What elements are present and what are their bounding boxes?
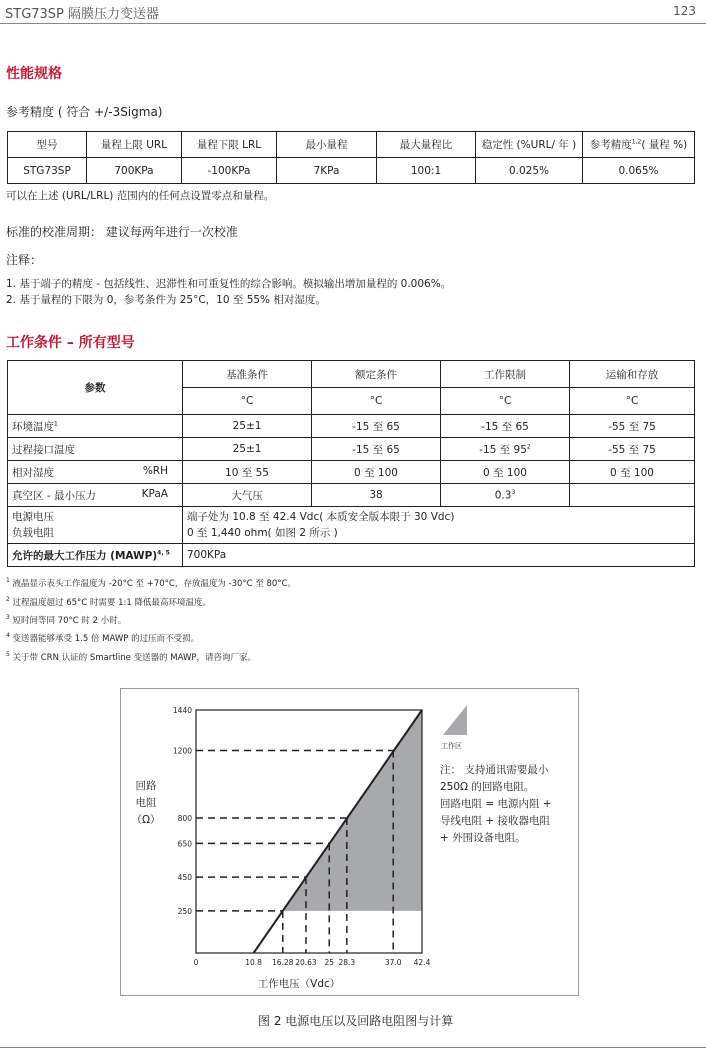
conditions-table xyxy=(7,360,695,567)
cell: 大气压 xyxy=(183,484,312,507)
row-label-process: 过程接口温度 xyxy=(8,438,183,461)
note-2: 2. 基于量程的下限为 0，参考条件为 25°C，10 至 55% 相对湿度。 xyxy=(6,294,326,306)
vacuum-operative-value: 0.3 xyxy=(494,489,512,502)
table-row xyxy=(8,507,695,544)
th-model: 型号 xyxy=(8,132,87,158)
x-tick-label-6: 37.0 xyxy=(384,958,402,967)
th-accuracy xyxy=(583,132,695,158)
cell: 25±1 xyxy=(183,415,312,438)
y-axis-title-line-1: 电阻 xyxy=(135,797,157,809)
header-divider xyxy=(0,23,706,24)
conditions-section-title: 工作条件 – 所有型号 xyxy=(6,335,135,351)
load-value: 0 至 1,440 ohm( 如图 2 所示 ) xyxy=(187,527,338,539)
figure-note-line: + 外围设备电阻。 xyxy=(440,832,526,844)
figure-note-line: 回路电阻 = 电源内阻 + xyxy=(440,798,552,810)
mawp-sup: 4, 5 xyxy=(157,549,170,556)
x-axis-title: 工作电压（Vdc） xyxy=(257,978,341,990)
footnote-1 xyxy=(6,577,296,589)
cell: 38 xyxy=(312,484,441,507)
legend-label: 工作区 xyxy=(441,742,462,750)
y-axis-title-line-0: 回路 xyxy=(135,780,157,792)
cell-model: STG73SP xyxy=(8,158,87,184)
range-note: 可以在上述 (URL/LRL) 范围内的任何点设置零点和量程。 xyxy=(6,190,275,202)
mawp-label: 允许的最大工作压力 (MAWP) xyxy=(12,549,158,562)
figure-note-line: 250Ω 的回路电阻。 xyxy=(440,781,535,793)
calibration-period: 标准的校准周期： 建议每两年进行一次校准 xyxy=(6,225,238,239)
cell: -15 至 65 xyxy=(312,415,441,438)
notes-label: 注释： xyxy=(6,253,43,267)
cell xyxy=(570,484,695,507)
footer-divider xyxy=(0,1047,706,1048)
spec-section-title: 性能规格 xyxy=(6,66,62,82)
th-reference: 基准条件 xyxy=(183,361,312,388)
unit-cell: °C xyxy=(183,388,312,415)
vacuum-unit: KPaA xyxy=(141,487,168,500)
th-operative: 工作限制 xyxy=(441,361,570,388)
cell: 10 至 55 xyxy=(183,461,312,484)
power-value-cell xyxy=(183,507,695,544)
process-operative-sup: 2 xyxy=(526,443,531,450)
figure-caption: 图 2 电源电压以及回路电阻图与计算 xyxy=(258,1014,454,1028)
footnote-3 xyxy=(6,614,126,626)
th-rated: 额定条件 xyxy=(312,361,441,388)
accuracy-heading: 参考精度 ( 符合 +/-3Sigma) xyxy=(6,105,163,119)
accuracy-table xyxy=(7,131,695,184)
cell-turndown: 100:1 xyxy=(377,158,476,184)
y-tick-label-2: 650 xyxy=(177,839,192,849)
row-label-power xyxy=(8,507,183,544)
unit-cell: °C xyxy=(312,388,441,415)
figure-note-line: 导线电阻 + 接收器电阻 xyxy=(440,815,550,827)
process-operative-value: -15 至 95 xyxy=(479,443,527,456)
row-label-ambient xyxy=(8,415,183,438)
th-turndown: 最大量程比 xyxy=(377,132,476,158)
x-tick-label-7: 42.4 xyxy=(413,958,431,967)
power-value: 端子处为 10.8 至 42.4 Vdc( 本质安全版本限于 30 Vdc) xyxy=(187,511,455,523)
cell: -15 至 65 xyxy=(312,438,441,461)
note-1: 1. 基于端子的精度 - 包括线性、迟滞性和可重复性的综合影响。模拟输出增加量程的 0.006%。 xyxy=(6,278,452,290)
mawp-value: 700KPa xyxy=(183,544,695,567)
cell: 25±1 xyxy=(183,438,312,461)
fn-text: 液晶显示表头工作温度为 -20°C 至 +70°C，存放温度为 -30°C 至 80°C。 xyxy=(12,579,297,589)
y-axis-title-line-2: （Ω） xyxy=(131,814,161,826)
x-tick-label-5: 28.3 xyxy=(338,958,356,967)
cell-stability: 0.025% xyxy=(476,158,583,184)
fn-text: 过程温度超过 65°C 时需要 1:1 降低最高环境温度。 xyxy=(12,598,212,608)
row-label-vacuum xyxy=(8,484,183,507)
fn-num: 5 xyxy=(6,651,10,659)
cell: -55 至 75 xyxy=(570,415,695,438)
cell-url: 700KPa xyxy=(87,158,182,184)
fn-num: 4 xyxy=(6,632,10,640)
chart-layer xyxy=(131,706,430,990)
unit-cell: °C xyxy=(570,388,695,415)
cell-accuracy: 0.065% xyxy=(583,158,695,184)
cell xyxy=(441,438,570,461)
cell: -15 至 65 xyxy=(441,415,570,438)
table-row xyxy=(8,415,695,438)
power-label: 电源电压 xyxy=(12,511,54,523)
document-header-title: STG73SP 隔膜压力变送器 xyxy=(5,7,160,22)
th-url: 量程上限 URL xyxy=(87,132,182,158)
y-tick-label-1: 450 xyxy=(177,873,192,883)
th-transport: 运输和存放 xyxy=(570,361,695,388)
footnote-4 xyxy=(6,632,199,644)
y-tick-label-3: 800 xyxy=(177,814,192,823)
x-tick-label-3: 20.63 xyxy=(295,958,317,967)
cell: -55 至 75 xyxy=(570,438,695,461)
table-row xyxy=(8,484,695,507)
x-tick-label-4: 25 xyxy=(324,958,335,967)
cell-min-span: 7KPa xyxy=(277,158,377,184)
cell: 0 至 100 xyxy=(312,461,441,484)
cell-lrl: -100KPa xyxy=(182,158,277,184)
param-header: 参数 xyxy=(8,361,183,415)
th-accuracy-unit: ( 量程 %) xyxy=(641,139,688,151)
fn-text: 关于带 CRN 认证的 Smartline 变送器的 MAWP，请咨询厂家。 xyxy=(12,653,257,663)
fn-num: 1 xyxy=(6,577,10,585)
cell: 0 至 100 xyxy=(570,461,695,484)
table-row xyxy=(8,461,695,484)
vacuum-operative-sup: 3 xyxy=(511,488,516,496)
figure-note xyxy=(440,762,552,847)
page-number: 123 xyxy=(673,4,696,18)
th-lrl: 量程下限 LRL xyxy=(182,132,277,158)
y-tick-label-4: 1200 xyxy=(172,746,192,756)
table-row xyxy=(8,544,695,567)
row-label-humidity xyxy=(8,461,183,484)
row-label-mawp xyxy=(8,544,183,567)
operating-area-swatch xyxy=(441,703,469,737)
fn-text: 变送器能够承受 1.5 倍 MAWP 的过压而不受损。 xyxy=(12,634,200,644)
load-label: 负载电阻 xyxy=(12,527,54,539)
figure-note-line: 注： 支持通讯需要最小 xyxy=(440,764,549,776)
fn-num: 2 xyxy=(6,596,10,604)
humidity-unit: %RH xyxy=(142,464,168,477)
th-accuracy-sup: 1,2 xyxy=(631,138,642,146)
humidity-label: 相对湿度 xyxy=(12,466,54,479)
unit-cell: °C xyxy=(441,388,570,415)
fn-text: 短时间等同 70°C 时 2 小时。 xyxy=(12,616,127,626)
legend xyxy=(441,703,469,751)
ambient-label: 环境温度 xyxy=(12,420,54,433)
accuracy-table-header-row xyxy=(8,132,695,158)
vacuum-label: 真空区 - 最小压力 xyxy=(12,489,96,502)
x-tick-label-2: 16.28 xyxy=(272,958,294,967)
th-accuracy-label: 参考精度 xyxy=(589,139,632,151)
y-tick-label-0: 250 xyxy=(177,906,192,916)
cell: 0 至 100 xyxy=(441,461,570,484)
legend-triangle xyxy=(443,705,467,735)
y-tick-label-5: 1440 xyxy=(172,706,192,715)
footnote-5 xyxy=(6,651,256,663)
th-min-span: 最小量程 xyxy=(277,132,377,158)
table-row xyxy=(8,438,695,461)
cell xyxy=(441,484,570,507)
x-tick-label-0: 0 xyxy=(193,958,199,967)
table-row xyxy=(8,158,695,184)
ambient-sup: 1 xyxy=(54,420,58,427)
footnote-2 xyxy=(6,596,211,608)
x-tick-label-1: 10.8 xyxy=(245,958,262,967)
fn-num: 3 xyxy=(6,614,10,622)
th-stability: 稳定性 (%URL/ 年 ) xyxy=(476,132,583,158)
